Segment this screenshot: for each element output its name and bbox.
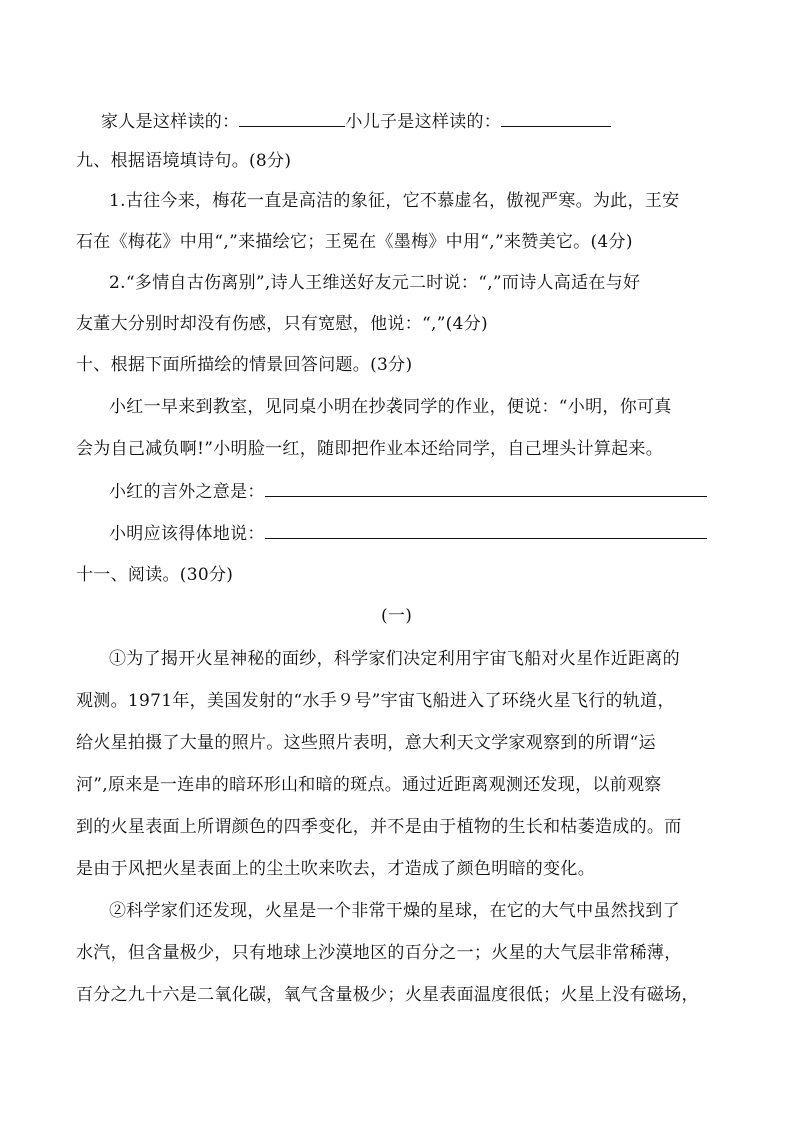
q10-scene-line2: 会为自己减负啊!”小明脸一红，随即把作业本还给同学，自己埋头计算起来。 (76, 439, 664, 459)
q10-implied-meaning-line (109, 478, 707, 504)
p2-line: 水汽，但含量极少，只有地球上沙漠地区的百分之一；火星的大气层非常稀薄， (76, 943, 682, 963)
reading-section-title: (一) (381, 606, 413, 626)
p2-line: ②科学家们还发现，火星是一个非常干燥的星球，在它的大气中虽然找到了 (109, 901, 680, 921)
q10-heading: 十、根据下面所描绘的情景回答问题。(3分) (76, 355, 413, 375)
q9-item2-line2: 友董大分别时却没有伤感，只有宽慰，他说：“,”(4分) (76, 314, 488, 334)
p1-line: 河”,原来是一连串的暗环形山和暗的斑点。通过近距离观测还发现，以前观察 (76, 775, 662, 795)
q10-scene-line1: 小红一早来到教室，见同桌小明在抄袭同学的作业，便说：“小明，你可真 (109, 397, 672, 417)
q9-item1-line2: 石在《梅花》中用“,”来描绘它；王冕在《墨梅》中用“,”来赞美它。(4分) (76, 232, 633, 252)
p1-line: 是由于风把火星表面上的尘土吹来吹去，才造成了颜色明暗的变化。 (76, 859, 595, 879)
son-read-blank[interactable] (501, 108, 611, 127)
family-read-blank[interactable] (239, 108, 345, 127)
implied-meaning-blank[interactable] (265, 478, 707, 497)
q9-item2-line1: 2.“多情自古伤离别”,诗人王维送好友元二时说：“,”而诗人高适在与好 (109, 273, 641, 293)
p1-line: 给火星拍摄了大量的照片。这些照片表明，意大利天文学家观察到的所谓“运 (76, 733, 656, 753)
q9-item1-line1: 1.古往今来，梅花一直是高洁的象征，它不慕虚名，傲视严寒。为此，王安 (109, 191, 680, 211)
reply-blank[interactable] (265, 520, 707, 539)
q10-reply-line (109, 520, 707, 546)
p1-line: ①为了揭开火星神秘的面纱，科学家们决定利用宇宙飞船对火星作近距离的 (109, 649, 680, 669)
p1-line: 观测。1971年，美国发射的“水手９号”宇宙飞船进入了环绕火星飞行的轨道， (76, 691, 675, 711)
q9-heading: 九、根据语境填诗句。(8分) (76, 151, 292, 171)
p1-line: 到的火星表面上所谓颜色的四季变化，并不是由于植物的生长和枯萎造成的。而 (76, 817, 682, 837)
family-read-label: 家人是这样读的： (101, 112, 240, 132)
q11-heading: 十一、阅读。(30分) (76, 565, 234, 585)
son-read-label: 小儿子是这样读的： (345, 112, 502, 132)
p2-line: 百分之九十六是二氧化碳，氧气含量极少；火星表面温度很低；火星上没有磁场， (76, 985, 699, 1005)
implied-meaning-label: 小红的言外之意是： (109, 482, 265, 502)
reply-label: 小明应该得体地说： (109, 524, 265, 544)
q8-reading-line (101, 108, 611, 134)
